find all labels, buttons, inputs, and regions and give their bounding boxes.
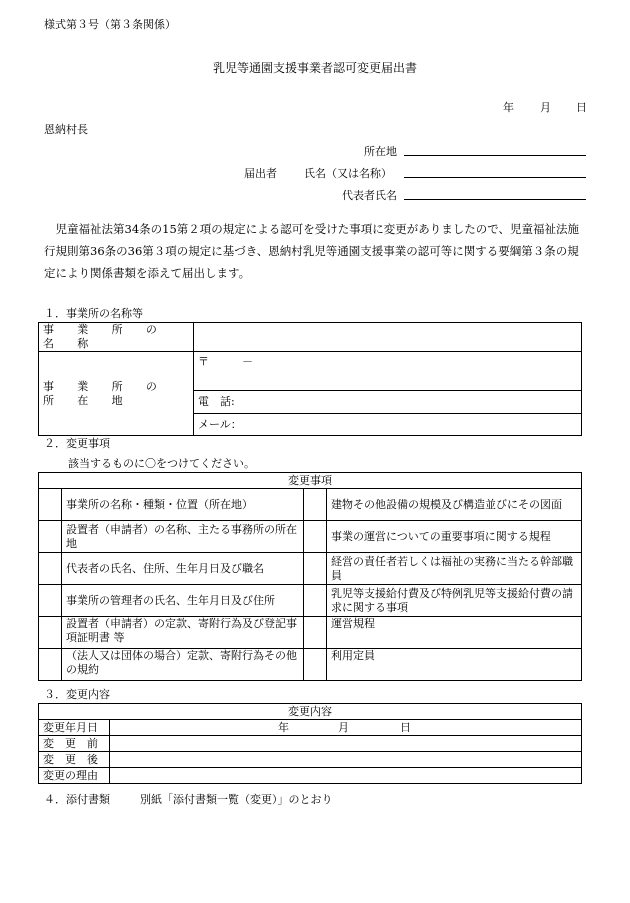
change-after-label: 変 更 後 <box>39 752 110 768</box>
change-content-table <box>38 703 582 784</box>
change-item-left: 設置者（申請者）の定款、寄附行為及び登記事項証明書 等 <box>62 617 304 649</box>
circle-cell[interactable] <box>39 585 62 617</box>
change-date-cell[interactable] <box>110 720 582 736</box>
date-month-label: 月 <box>540 101 551 114</box>
section2-instruction: 該当するものに〇をつけてください。 <box>68 457 255 470</box>
change-before-label: 変 更 前 <box>39 736 110 752</box>
change-item-left: 設置者（申請者）の名称、主たる事務所の所在地 <box>62 521 304 553</box>
change-items-header: 変更事項 <box>39 473 582 489</box>
circle-cell[interactable] <box>304 617 327 649</box>
circle-cell[interactable] <box>304 489 327 521</box>
phone-cell[interactable]: 電 話: <box>194 391 582 414</box>
change-items-table <box>38 472 582 681</box>
change-item-right: 乳児等支援給付費及び特例乳児等支援給付費の請求に関する事項 <box>327 585 582 617</box>
change-date-label: 変更年月日 <box>39 720 110 736</box>
change-item-right: 事業の運営についての重要事項に関する規程 <box>327 521 582 553</box>
address-label: 所在地 <box>364 145 397 158</box>
section1-heading: １．事業所の名称等 <box>44 307 143 320</box>
name-label: 氏名（又は名称） <box>304 167 392 180</box>
change-date-year: 年 <box>278 721 289 734</box>
circle-cell[interactable] <box>304 585 327 617</box>
change-date-day: 日 <box>400 721 411 734</box>
body-text: 児童福祉法第34条の15第２項の規定による認可を受けた事項に変更がありましたので、児童福祉法施行規則第36条の36第３項の規定に基づき、恩納村乳児等通園支援事業の認可等に関する要綱第３条の規定により関係書類を添えて届出します。 <box>44 222 580 280</box>
postal-cell[interactable]: 〒 － <box>194 352 582 391</box>
circle-cell[interactable] <box>39 649 62 681</box>
change-item-right: 経営の責任者若しくは福祉の実務に当たる幹部職員 <box>327 553 582 585</box>
section4-text: 別紙「添付書類一覧（変更）」のとおり <box>140 793 333 806</box>
representative-line[interactable] <box>404 187 586 200</box>
change-date-month: 月 <box>338 721 349 734</box>
change-item-left: 事業所の名称・種類・位置（所在地） <box>62 489 304 521</box>
office-name-cell[interactable] <box>194 323 582 352</box>
office-info-table <box>38 322 582 436</box>
page-title: 乳児等通園支援事業者認可変更届出書 <box>212 61 417 75</box>
address-line[interactable] <box>404 143 586 156</box>
form-number: 様式第３号（第３条関係） <box>44 18 176 31</box>
circle-cell[interactable] <box>39 553 62 585</box>
office-address-label: 事 業 所 の 所 在 地 <box>39 352 194 436</box>
change-after-cell[interactable] <box>110 752 582 768</box>
circle-cell[interactable] <box>304 649 327 681</box>
change-item-right: 利用定員 <box>327 649 582 681</box>
change-before-cell[interactable] <box>110 736 582 752</box>
section4-heading: ４．添付書類 <box>44 793 110 806</box>
circle-cell[interactable] <box>39 617 62 649</box>
section2-heading: ２．変更事項 <box>44 437 110 450</box>
section3-heading: ３．変更内容 <box>44 688 110 701</box>
date-year-label: 年 <box>503 101 514 114</box>
addressee: 恩納村長 <box>44 123 88 136</box>
circle-cell[interactable] <box>39 489 62 521</box>
change-item-left: 事業所の管理者の氏名、生年月日及び住所 <box>62 585 304 617</box>
date-day-label: 日 <box>576 101 587 114</box>
change-item-left: 代表者の氏名、住所、生年月日及び職名 <box>62 553 304 585</box>
circle-cell[interactable] <box>304 521 327 553</box>
change-content-header: 変更内容 <box>39 704 582 720</box>
change-item-right: 建物その他設備の規模及び構造並びにその図面 <box>327 489 582 521</box>
circle-cell[interactable] <box>39 521 62 553</box>
name-line[interactable] <box>404 165 586 178</box>
change-reason-label: 変更の理由 <box>39 768 110 784</box>
change-item-left: （法人又は団体の場合）定款、寄附行為その他の規約 <box>62 649 304 681</box>
circle-cell[interactable] <box>304 553 327 585</box>
representative-label: 代表者氏名 <box>342 189 397 202</box>
email-cell[interactable]: メール： <box>194 414 582 436</box>
change-reason-cell[interactable] <box>110 768 582 784</box>
office-name-label: 事 業 所 の 名 称 <box>39 323 194 352</box>
change-item-right: 運営規程 <box>327 617 582 649</box>
applicant-label: 届出者 <box>244 167 277 180</box>
